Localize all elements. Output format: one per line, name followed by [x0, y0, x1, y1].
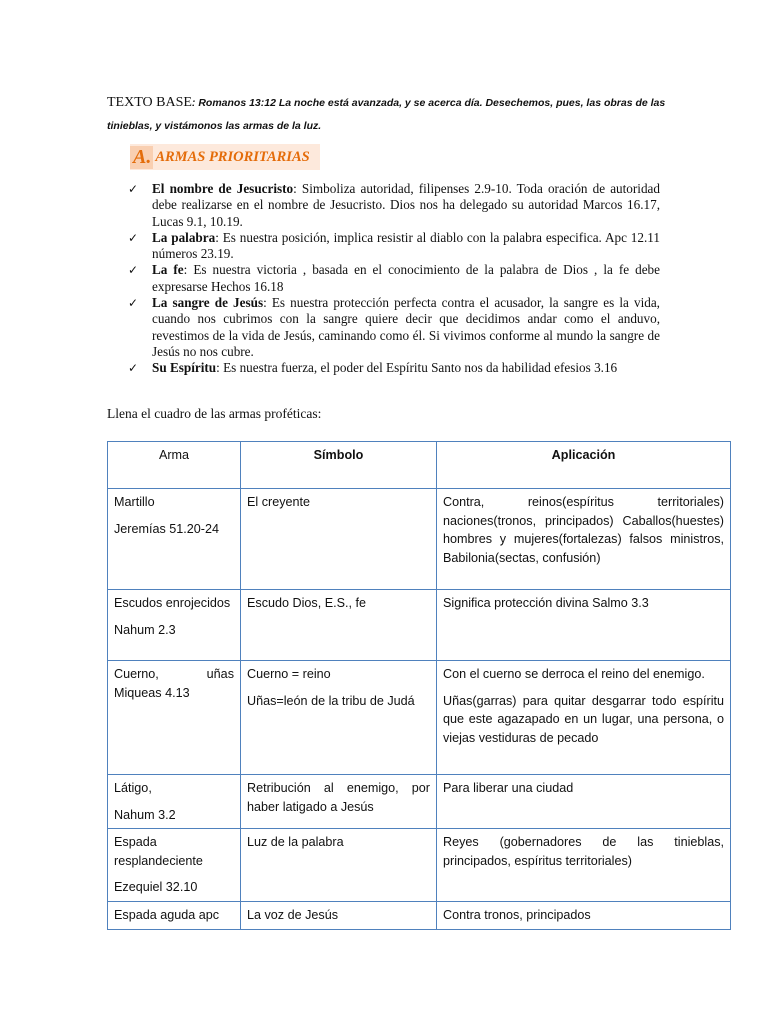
- check-icon: ✓: [128, 296, 139, 311]
- arma-term: El nombre de Jesucristo: [152, 181, 294, 196]
- instruction-text: Llena el cuadro de las armas proféticas:: [107, 406, 322, 421]
- texto-base: [107, 91, 667, 137]
- table-row: [108, 829, 731, 902]
- section-heading: [130, 144, 320, 170]
- arma-text: : Es nuestra fuerza, el poder del Espíritu Santo nos da habilidad efesios 3.16: [216, 360, 618, 376]
- list-item: [128, 262, 660, 295]
- cell-simbolo: El creyente: [241, 489, 437, 590]
- arma-text: : Simboliza autoridad, filipenses 2.9-10. Toda oración de autoridad debe realizarse en el nombre de Jesucristo. Dios nos ha delegado su autoridad Marcos 16.17, Lucas 9.1, 10.19.: [152, 181, 660, 229]
- cell-aplicacion: Contra, reinos(espíritus territoriales) naciones(tronos, principados) Caballos(huestes) hombres y mujeres(fortalezas) falsos ministros, Babilonia(sectas, confusión): [437, 489, 731, 590]
- arma-text: : Es nuestra posición, implica resistir al diablo con la palabra especifica. Apc 12.11 números 23.19.: [152, 229, 660, 262]
- list-item: [128, 360, 660, 376]
- cell-aplicacion: Reyes (gobernadores de las tinieblas, principados, espíritus territoriales): [437, 829, 731, 902]
- section-letter: A.: [130, 146, 153, 169]
- check-icon: ✓: [128, 182, 139, 196]
- arma-text: : Es nuestra protección perfecta contra el acusador, la sangre es la vida, cuando nos cubrimos con la sangre quiere decir que decidimos andar como el anduvo, revestimos de la vida de Jesús, caminando como él. Si vivimos conforme al mundo la sangre de Jesús no nos cubre.: [152, 295, 660, 359]
- table-row: [108, 775, 731, 829]
- check-icon: ✓: [128, 361, 139, 376]
- cell-aplicacion: Contra tronos, principados: [437, 902, 731, 930]
- cell-simbolo: Cuerno = reino Uñas=león de la tribu de Judá: [241, 661, 437, 775]
- armas-table: [107, 441, 731, 930]
- arma-term: La palabra: [152, 229, 216, 245]
- header-aplicacion: Aplicación: [437, 442, 731, 489]
- check-icon: ✓: [128, 230, 139, 245]
- cell-simbolo: Retribución al enemigo, por haber latigado a Jesús: [241, 775, 437, 829]
- cell-simbolo: La voz de Jesús: [241, 902, 437, 930]
- header-simbolo: Símbolo: [241, 442, 437, 489]
- table-header-row: [108, 442, 731, 489]
- table-row: [108, 661, 731, 775]
- arma-term: La fe: [152, 262, 184, 278]
- cell-arma: Cuerno, uñas Miqueas 4.13: [108, 661, 241, 775]
- cell-arma: Látigo, Nahum 3.2: [108, 775, 241, 829]
- cell-arma: Escudos enrojecidos Nahum 2.3: [108, 590, 241, 661]
- cell-aplicacion: Significa protección divina Salmo 3.3: [437, 590, 731, 661]
- table-row: [108, 489, 731, 590]
- cell-arma: Martillo Jeremías 51.20-24: [108, 489, 241, 590]
- list-item: [128, 181, 660, 230]
- texto-base-verse: : Romanos 13:12 La noche está avanzada, y se acerca día. Desechemos, pues, las obras de las tinieblas, y vistámonos las armas de la luz.: [107, 97, 666, 132]
- armas-list: [128, 181, 660, 377]
- arma-text: : Es nuestra victoria , basada en el conocimiento de la palabra de Dios , la fe debe expresarse Hechos 16.18: [152, 262, 660, 294]
- cell-arma: Espada aguda apc: [108, 902, 241, 930]
- table-row: [108, 902, 731, 930]
- cell-arma: Espada resplandeciente Ezequiel 32.10: [108, 829, 241, 902]
- cell-simbolo: Luz de la palabra: [241, 829, 437, 902]
- arma-term: Su Espíritu: [152, 360, 217, 376]
- arma-term: La sangre de Jesús: [152, 295, 264, 311]
- table-row: [108, 590, 731, 661]
- check-icon: ✓: [128, 263, 139, 278]
- cell-aplicacion: Para liberar una ciudad: [437, 775, 731, 829]
- section-title: ARMAS PRIORITARIAS: [155, 148, 310, 165]
- header-arma: Arma: [108, 442, 241, 489]
- list-item: [128, 295, 660, 360]
- texto-base-label: TEXTO BASE: [107, 95, 192, 110]
- cell-simbolo: Escudo Dios, E.S., fe: [241, 590, 437, 661]
- cell-aplicacion: Con el cuerno se derroca el reino del enemigo. Uñas(garras) para quitar desgarrar todo espíritu que este agazapado en un lugar, una persona, o viejas vestiduras de pecado: [437, 661, 731, 775]
- list-item: [128, 230, 660, 263]
